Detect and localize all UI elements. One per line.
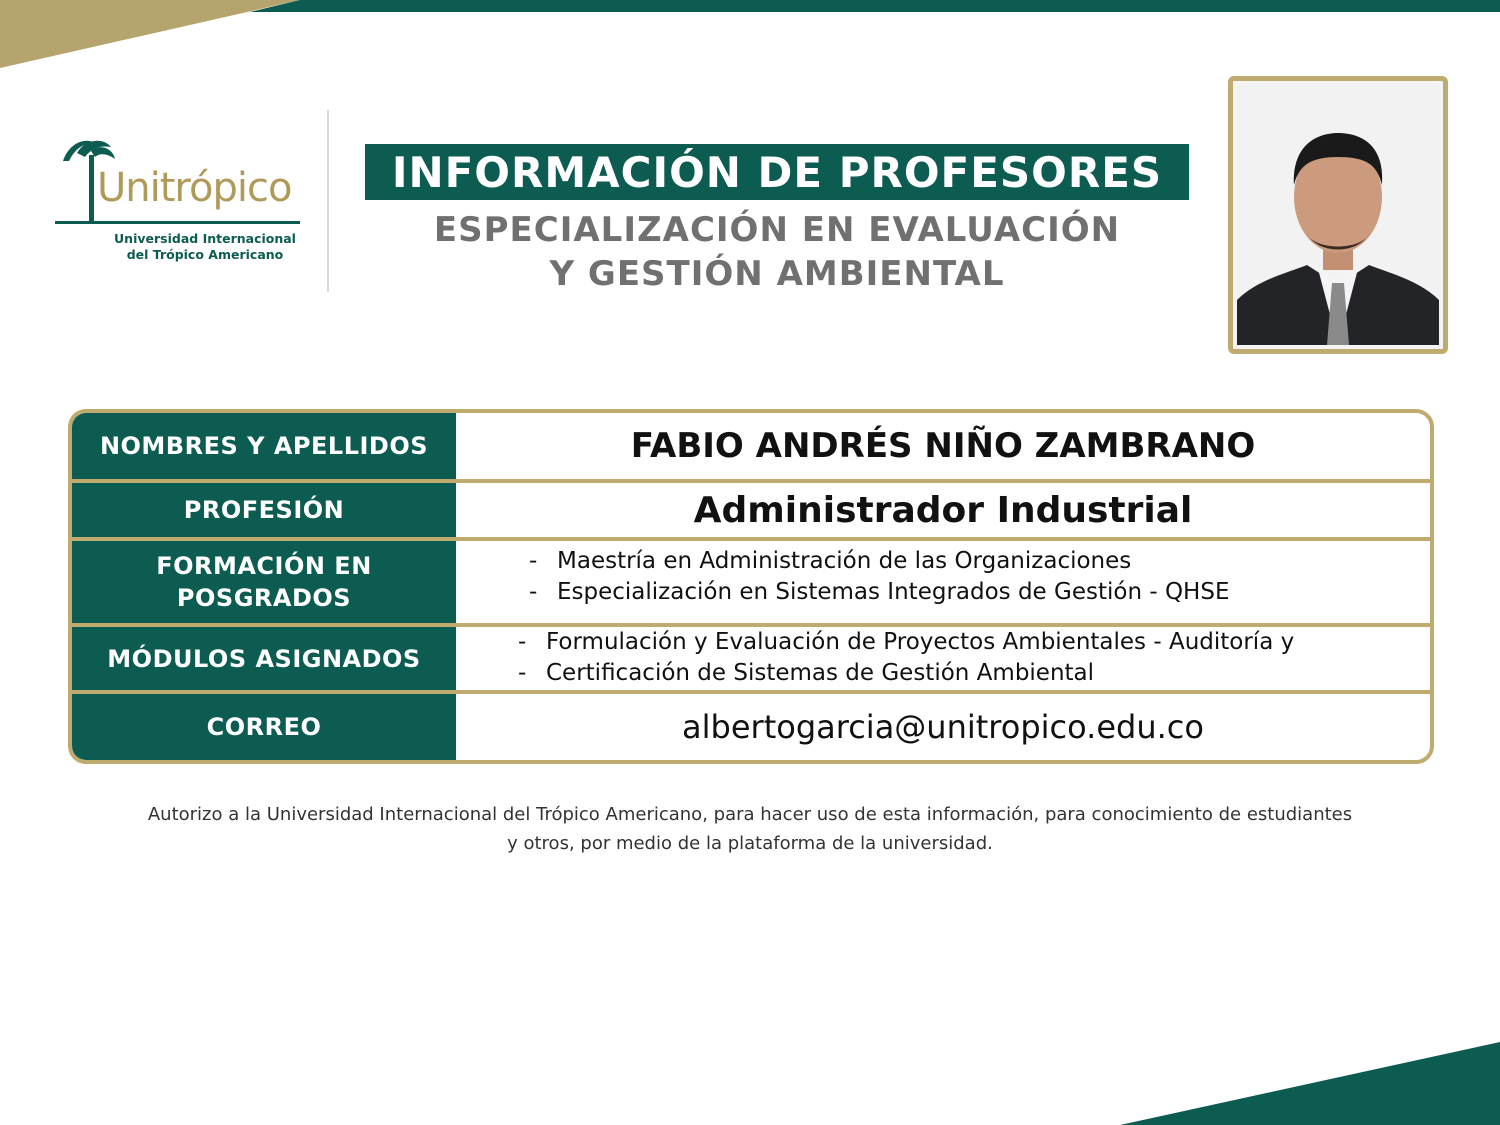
logo-subtitle-line2: del Trópico Americano	[126, 247, 284, 262]
list-item: - Maestría en Administración de las Organizaciones	[529, 548, 1132, 574]
modules-cell	[456, 627, 1430, 690]
logo-subtitle	[95, 231, 315, 263]
profession-value: Administrador Industrial	[693, 489, 1193, 531]
postgrad-cell	[456, 541, 1430, 623]
logo-subtitle-line1: Universidad Internacional	[114, 231, 296, 246]
bottom-green-band	[1120, 1042, 1500, 1125]
subtitle-line1: ESPECIALIZACIÓN EN EVALUACIÓN	[433, 210, 1121, 250]
modules-list	[518, 627, 1294, 689]
row-postgrad	[72, 541, 1430, 623]
postgrad-label-line2: POSGRADOS	[176, 584, 352, 612]
list-item: - Especialización en Sistemas Integrados de Gestión - QHSE	[529, 579, 1230, 605]
name-value: FABIO ANDRÉS NIÑO ZAMBRANO	[630, 426, 1256, 466]
row-profession	[72, 483, 1430, 537]
email-label: CORREO	[72, 694, 456, 760]
logo-underline	[55, 221, 300, 224]
email-value[interactable]: albertogarcia@unitropico.edu.co	[682, 708, 1204, 746]
profession-label: PROFESIÓN	[72, 483, 456, 537]
logo-wordmark: Unitrópico	[97, 165, 292, 211]
profession-cell	[456, 483, 1430, 537]
row-name	[72, 413, 1430, 479]
authorization-note	[60, 800, 1440, 858]
postgrad-label-line1: FORMACIÓN EN	[156, 552, 372, 580]
professor-portrait-icon	[1237, 85, 1439, 345]
modules-label: MÓDULOS ASIGNADOS	[72, 627, 456, 690]
subtitle-line2: Y GESTIÓN AMBIENTAL	[549, 254, 1005, 294]
professor-photo	[1228, 76, 1448, 354]
page-subtitle	[365, 208, 1189, 296]
row-email	[72, 694, 1430, 760]
header-divider	[327, 110, 329, 292]
name-label: NOMBRES Y APELLIDOS	[72, 413, 456, 479]
email-cell	[456, 694, 1430, 760]
professor-info-table	[68, 409, 1434, 764]
row-modules	[72, 627, 1430, 690]
name-cell	[456, 413, 1430, 479]
postgrad-label	[72, 541, 456, 623]
list-item: - Formulación y Evaluación de Proyectos Ambientales - Auditoría y	[518, 629, 1295, 655]
top-green-band	[250, 0, 1500, 12]
page-title: INFORMACIÓN DE PROFESORES	[365, 144, 1189, 200]
postgrad-list	[529, 546, 1229, 608]
list-item: - Certificación de Sistemas de Gestión Ambiental	[518, 660, 1095, 686]
authorization-line1: Autorizo a la Universidad Internacional del Trópico Americano, para hacer uso de esta información, para conocimiento de estudiantes	[147, 804, 1353, 825]
authorization-line2: y otros, por medio de la plataforma de la universidad.	[507, 833, 993, 854]
university-logo	[55, 135, 310, 275]
top-gold-band	[0, 0, 300, 68]
